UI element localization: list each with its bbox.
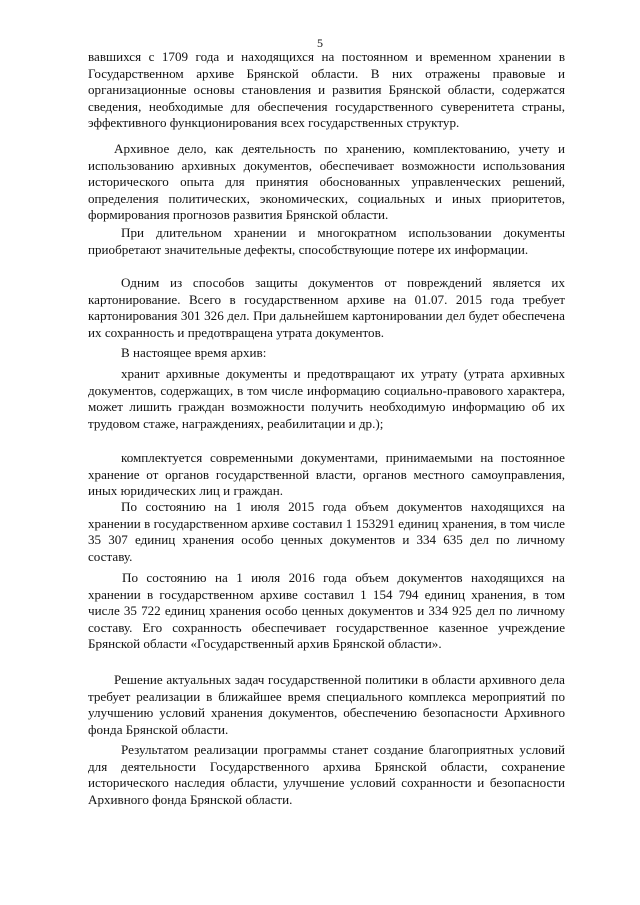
paragraph-priority-tasks bbox=[88, 672, 565, 740]
paragraph-holdings-2016 bbox=[88, 570, 565, 666]
paragraph-text: Одним из способов защиты документов от повреждений является их картонирование. Всего в государственном архиве на 01.07. 2015 года требует картонирования 301 326 дел. При дальнейшем картонировании дел будет обеспечена их сохранность и предотвращена утрата документов. bbox=[88, 275, 565, 340]
paragraph-archival-activity bbox=[88, 141, 565, 231]
paragraph-current-time bbox=[88, 345, 565, 363]
paragraph-cartoning bbox=[88, 275, 565, 345]
paragraph-program-result bbox=[88, 742, 565, 810]
paragraph-archive-holdings bbox=[88, 49, 565, 139]
paragraph-text: вавшихся с 1709 года и находящихся на постоянном и временном хранении в Государственном архиве Брянской области. В них отражены правовые и организационные основы становления и развития Брянской области, содержатся сведения, необходимые для обеспечения государственного суверенитета страны, эффективного функционирования всех государственных структур. bbox=[88, 49, 565, 131]
paragraph-holdings-2015 bbox=[88, 499, 565, 567]
page-number: 5 bbox=[317, 36, 323, 50]
paragraph-text: В настоящее время архив: bbox=[121, 345, 267, 360]
paragraph-text: При длительном хранении и многократном использовании документы приобретают значительные дефекты, способствующие потере их информации. bbox=[88, 225, 565, 257]
paragraph-text: Результатом реализации программы станет создание благоприятных условий для деятельности Государственного архива Брянской области, сохранение исторического наследия области, улучшение условий сохранности и безопасности Архивного фонда Брянской области. bbox=[88, 742, 565, 807]
paragraph-acquisition-function bbox=[88, 450, 565, 502]
paragraph-text: комплектуется современными документами, принимаемыми на постоянное хранение от органов государственной власти, органов местного самоуправления, иных юридических лиц и граждан. bbox=[88, 450, 565, 499]
paragraph-text: Решение актуальных задач государственной политики в области архивного дела требует реализации в ближайшее время специального комплекса мероприятий по улучшению условий хранения документов, обеспечению безопасности Архивного фонда Брянской области. bbox=[88, 672, 565, 737]
paragraph-text: хранит архивные документы и предотвращают их утрату (утрата архивных документов, содержащих, в том числе информацию социально-правового характера, может лишить граждан возможности получить необходимую информацию об их трудовом стаже, награждениях, реабилитации и др.); bbox=[88, 366, 565, 431]
paragraph-document-defects bbox=[88, 225, 565, 265]
paragraph-storage-function bbox=[88, 366, 565, 448]
paragraph-text: По состоянию на 1 июля 2015 года объем документов находящихся на хранении в государственном архиве составил 1 153291 единиц хранения, в том числе 35 307 единиц хранения особо ценных документов и 334 635 дел по личному составу. bbox=[88, 499, 565, 564]
paragraph-text: Архивное дело, как деятельность по хранению, комплектованию, учету и использованию архивных документов, обеспечивает возможности использования исторического опыта для принятия обоснованных управленческих решений, определения политических, экономических, социальных и иных приоритетов, формирования прогнозов развития Брянской области. bbox=[88, 141, 565, 223]
paragraph-text: По состоянию на 1 июля 2016 года объем документов находящихся на хранении в государственном архиве составил 1 154 794 единиц хранения, в том числе 35 722 единиц хранения особо ценных документов и 334 925 дел по личному составу. Его сохранность обеспечивает государственное казенное учреждение Брянской области «Государственный архив Брянской области». bbox=[88, 570, 565, 652]
